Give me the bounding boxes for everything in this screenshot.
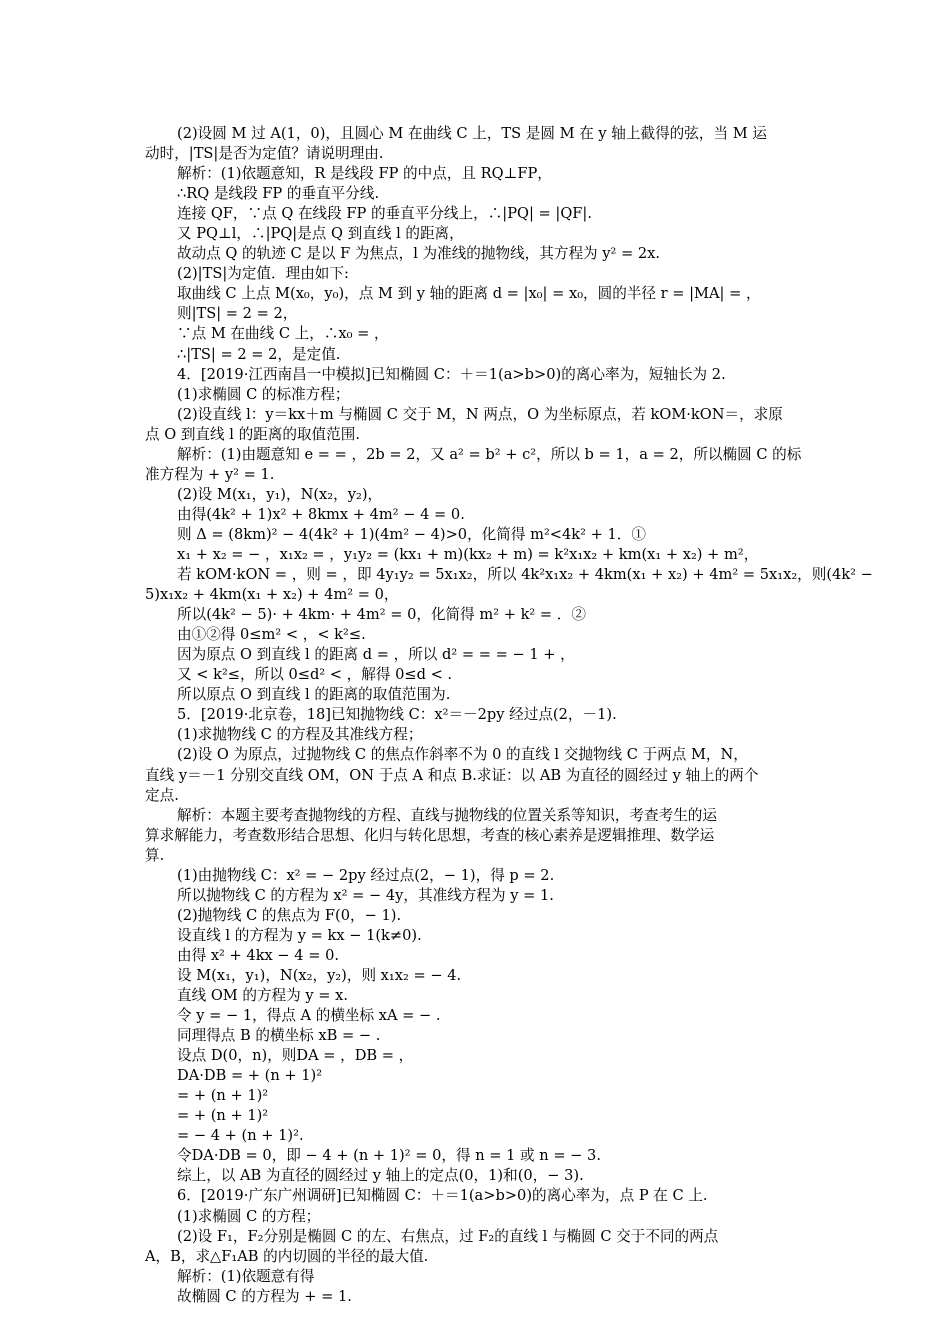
text-line: ∵点 M 在曲线 C 上，∴x₀ = ， [177,325,389,343]
text-line: 由得 x² + 4kx − 4 = 0. [177,946,339,964]
text-line: (2)设圆 M 过 A(1，0)，且圆心 M 在曲线 C 上，TS 是圆 M 在 y 轴上截得的弦，当 M 运 [177,125,767,142]
text-line: 6．[2019·广东广州调研]已知椭圆 C：＋＝1(a>b>0)的离心率为，点 P 在 C 上. [177,1187,708,1205]
text-line: (2)设 F₁，F₂分别是椭圆 C 的左、右焦点，过 F₂的直线 l 与椭圆 C 交于不同的两点 [177,1227,719,1245]
text-line: 设点 D(0，n)，则DA = ，DB = ， [177,1047,414,1065]
text-line: (2)|TS|为定值．理由如下: [177,265,349,283]
text-line: 因为原点 O 到直线 l 的距离 d = ，所以 d² = = = − 1 + ， [177,646,575,664]
text-line: ∴RQ 是线段 FP 的垂直平分线. [177,185,380,203]
text-line: 点 O 到直线 l 的距离的取值范围. [145,425,360,443]
text-line: 算求解能力，考查数形结合思想、化归与转化思想，考查的核心素养是逻辑推理、数学运 [145,826,715,844]
text-line: x₁ + x₂ = − ，x₁x₂ = ，y₁y₂ = (kx₁ + m)(kx₂ + m) = k²x₁x₂ + km(x₁ + x₂) + m²， [177,545,759,563]
text-line: 解析：(1)依题意有得 [177,1267,315,1285]
text-line: 若 kOM·kON = ，则 = ，即 4y₁y₂ = 5x₁x₂，所以 4k²x₁x₂ + 4km(x₁ + x₂) + 4m² = 5x₁x₂，则(4k² − [177,566,873,584]
text-line: 所以抛物线 C 的方程为 x² = − 4y，其准线方程为 y = 1. [177,886,554,904]
text-line: 所以原点 O 到直线 l 的距离的取值范围为. [177,686,451,704]
text-line: = + (n + 1)² [177,1087,269,1105]
text-line: 5)x₁x₂ + 4km(x₁ + x₂) + 4m² = 0， [145,586,399,604]
text-line: 直线 OM 的方程为 y = x. [177,987,349,1005]
document-body [145,124,873,1307]
text-line: 解析：本题主要考查抛物线的方程、直线与抛物线的位置关系等知识，考查考生的运 [177,806,717,824]
text-line: 4．[2019·江西南昌一中模拟]已知椭圆 C：＋＝1(a>b>0)的离心率为，短轴长为 2. [177,365,726,383]
text-line: 综上，以 AB 为直径的圆经过 y 轴上的定点(0，1)和(0，− 3). [177,1167,584,1185]
text-line: = − 4 + (n + 1)². [177,1127,304,1145]
text-line: 故动点 Q 的轨迹 C 是以 F 为焦点，l 为准线的抛物线，其方程为 y² = 2x. [177,245,661,263]
text-line: (2)抛物线 C 的焦点为 F(0，− 1). [177,906,402,924]
text-line: 令 y = − 1，得点 A 的横坐标 xA = − . [177,1007,441,1025]
text-line: 同理得点 B 的横坐标 xB = − . [177,1027,381,1045]
text-line: 取曲线 C 上点 M(x₀，y₀)，点 M 到 y 轴的距离 d = |x₀| = x₀，圆的半径 r = |MA| = ， [177,285,761,303]
text-line: (2)设直线 l：y＝kx＋m 与椭圆 C 交于 M，N 两点，O 为坐标原点，若 kOM·kON＝，求原 [177,405,783,423]
text-line: (1)求椭圆 C 的标准方程； [177,385,350,403]
text-line: ∴|TS| = 2 = 2，是定值. [177,345,341,363]
text-line: 设 M(x₁，y₁)，N(x₂，y₂)，则 x₁x₂ = − 4. [177,966,462,984]
text-line: 则 Δ = (8km)² − 4(4k² + 1)(4m² − 4)>0，化简得 m²<4k² + 1．① [177,525,646,543]
text-line: (1)求椭圆 C 的方程； [177,1207,321,1225]
text-line: DA·DB = + (n + 1)² [177,1067,323,1085]
text-line: (1)求抛物线 C 的方程及其准线方程； [177,726,423,744]
text-line: 所以(4k² − 5)· + 4km· + 4m² = 0，化简得 m² + k² = ．② [177,606,586,624]
text-line: 连接 QF，∵点 Q 在线段 FP 的垂直平分线上，∴|PQ| = |QF|. [177,205,592,223]
text-line: 解析：(1)依题意知，R 是线段 FP 的中点，且 RQ⊥FP， [177,165,552,183]
text-line: 算. [145,846,165,864]
text-line: A，B，求△F₁AB 的内切圆的半径的最大值. [145,1247,429,1265]
text-line: 故椭圆 C 的方程为 + = 1. [177,1287,352,1305]
text-line: (2)设 M(x₁，y₁)，N(x₂，y₂)， [177,485,383,503]
text-line: 则|TS| = 2 = 2， [177,305,298,323]
text-line: 又 < k²≤，所以 0≤d² < ，解得 0≤d < . [177,666,453,684]
text-line: = + (n + 1)² [177,1107,269,1125]
text-line: 令DA·DB = 0，即 − 4 + (n + 1)² = 0，得 n = 1 或 n = − 3. [177,1147,601,1165]
text-line: 由①②得 0≤m² < ，< k²≤. [177,626,366,644]
text-line: 5．[2019·北京卷，18]已知抛物线 C：x²＝－2py 经过点(2，－1). [177,706,617,724]
text-line: (2)设 O 为原点，过抛物线 C 的焦点作斜率不为 0 的直线 l 交抛物线 C 于两点 M，N， [177,746,748,764]
text-line: 准方程为 + y² = 1. [145,465,275,483]
text-line: 直线 y＝－1 分别交直线 OM，ON 于点 A 和点 B.求证：以 AB 为直径的圆经过 y 轴上的两个 [145,766,759,784]
text-line: 解析：(1)由题意知 e = = ，2b = 2，又 a² = b² + c²，所以 b = 1，a = 2，所以椭圆 C 的标 [177,445,802,463]
text-line: 设直线 l 的方程为 y = kx − 1(k≠0). [177,926,422,944]
text-line: 又 PQ⊥l，∴|PQ|是点 Q 到直线 l 的距离， [177,225,464,243]
text-line: 动时，|TS|是否为定值？请说明理由. [145,145,384,163]
text-line: 由得(4k² + 1)x² + 8kmx + 4m² − 4 = 0. [177,505,465,523]
text-line: 定点. [145,786,179,804]
text-line: (1)由抛物线 C：x² = − 2py 经过点(2，− 1)，得 p = 2. [177,866,555,884]
